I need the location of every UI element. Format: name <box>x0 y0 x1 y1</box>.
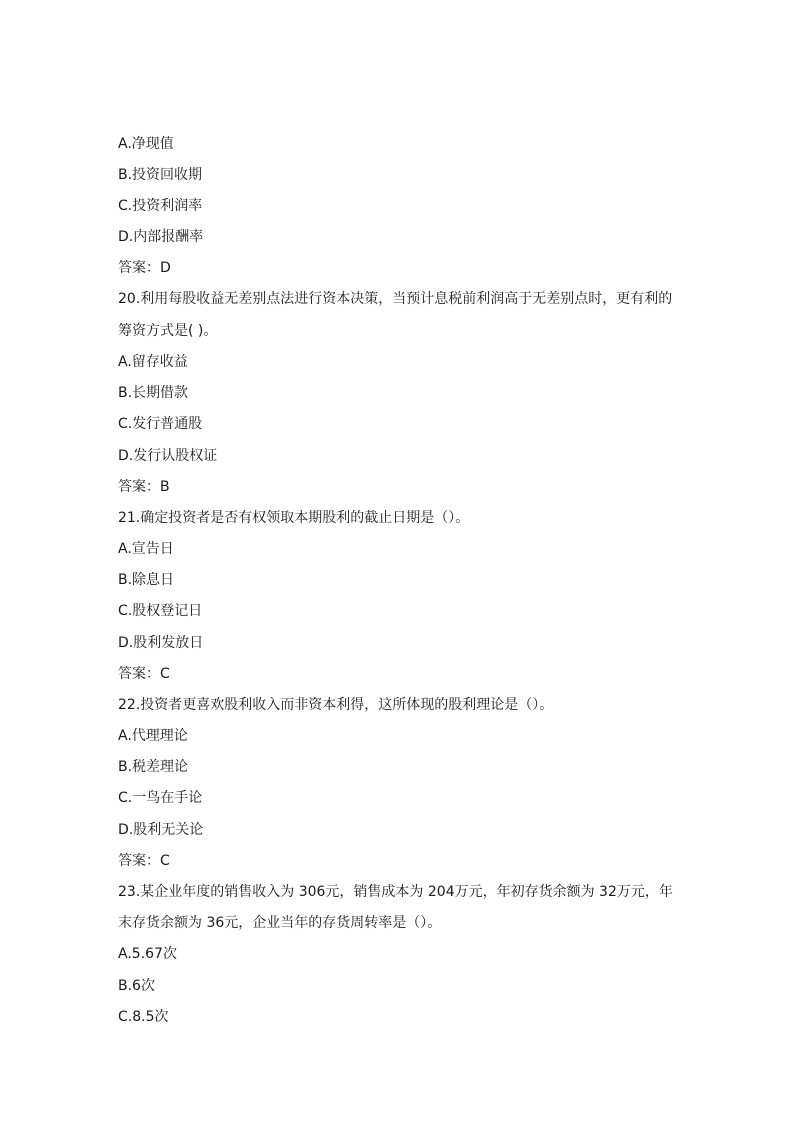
answer: 答案：C <box>118 853 170 869</box>
option-d: D.股利发放日 <box>118 635 204 651</box>
question-20: 20.利用每股收益无差别点法进行资本决策，当预计息税前利润高于无差别点时，更有利的 <box>118 291 673 307</box>
question-23-continued: 末存货余额为 36元，企业当年的存货周转率是（）。 <box>118 915 442 931</box>
option-c: C.股权登记日 <box>118 603 203 619</box>
option-a: A.净现值 <box>118 136 174 152</box>
option-c: C.一鸟在手论 <box>118 790 203 806</box>
option-b: B.投资回收期 <box>118 167 203 183</box>
option-b: B.除息日 <box>118 572 175 588</box>
option-a: A.5.67次 <box>118 946 177 962</box>
option-c: C.投资利润率 <box>118 198 203 214</box>
option-c: C.发行普通股 <box>118 416 203 432</box>
answer: 答案：B <box>118 479 170 495</box>
option-a: A.代理理论 <box>118 728 188 744</box>
option-b: B.税差理论 <box>118 759 189 775</box>
option-a: A.留存收益 <box>118 354 188 370</box>
answer: 答案：D <box>118 260 171 276</box>
question-21: 21.确定投资者是否有权领取本期股利的截止日期是（）。 <box>118 510 470 526</box>
option-d: D.发行认股权证 <box>118 448 218 464</box>
question-22: 22.投资者更喜欢股利收入而非资本利得，这所体现的股利理论是（）。 <box>118 697 554 713</box>
option-b: B.6次 <box>118 978 155 994</box>
option-c: C.8.5次 <box>118 1009 169 1025</box>
option-b: B.长期借款 <box>118 385 189 401</box>
option-a: A.宣告日 <box>118 541 174 557</box>
option-d: D.内部报酬率 <box>118 229 204 245</box>
answer: 答案：C <box>118 666 170 682</box>
question-23: 23.某企业年度的销售收入为 306元，销售成本为 204万元，年初存货余额为 32万元，年 <box>118 884 673 900</box>
question-20-continued: 筹资方式是( )。 <box>118 323 218 339</box>
option-d: D.股利无关论 <box>118 822 204 838</box>
